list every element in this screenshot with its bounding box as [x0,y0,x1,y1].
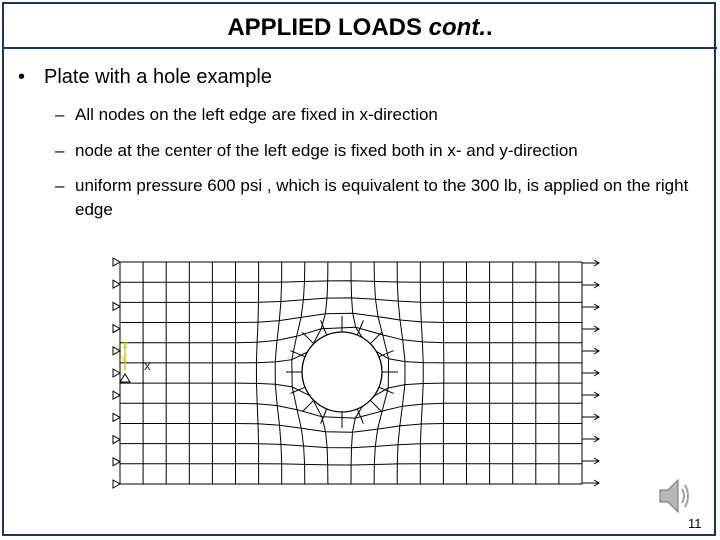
pin-constraint-icon [120,374,130,382]
y-axis-label: Y [121,354,128,364]
load-arrow-icon [582,326,599,332]
sub-symbol: – [55,176,65,195]
speaker-icon[interactable] [658,476,692,516]
roller-constraint-icon [113,480,120,488]
roller-constraint-icon [113,458,120,466]
z-axis-label: Z [123,341,128,350]
sub-bullet-text: uniform pressure 600 psi , which is equivalent to the 300 lb, is applied on the right edge [75,176,689,219]
load-arrow-icon [582,392,599,398]
axis-triad [120,341,151,382]
mesh-line [397,262,405,484]
slide-title [3,3,717,49]
fea-mesh-diagram [110,252,610,502]
sub-bullet-1 [55,103,705,127]
page-number: 11 [688,516,702,531]
hole-mesh-line [370,332,381,343]
bullet-item [18,64,272,90]
mesh-line [420,262,423,484]
load-arrow-icon [582,282,599,288]
sub-symbol: – [55,141,65,160]
sub-bullet-3 [55,174,705,222]
roller-constraint-icon [113,280,120,288]
load-arrow-icon [582,260,599,266]
left-constraints [113,258,120,488]
hole-mesh-line [302,332,313,343]
hole-mesh-line [370,400,381,411]
roller-constraint-icon [113,391,120,399]
sub-bullet-2 [55,139,705,163]
sub-symbol: – [55,105,65,124]
title-main: APPLIED LOADS [227,14,422,41]
roller-constraint-icon [113,258,120,266]
bullet-text: Plate with a hole example [44,66,272,88]
roller-constraint-icon [113,347,120,355]
sub-bullet-text: All nodes on the left edge are fixed in x-direction [75,105,438,124]
title-period: . [486,14,493,41]
title-italic: cont. [428,14,486,41]
load-arrow-icon [582,304,599,310]
load-arrow-icon [582,348,599,354]
roller-constraint-icon [113,302,120,310]
load-arrow-icon [582,458,599,464]
mesh-line [275,262,282,484]
load-arrow-icon [582,414,599,420]
roller-constraint-icon [113,413,120,421]
roller-constraint-icon [113,369,120,377]
bullet-symbol: • [18,66,26,88]
load-arrow-icon [582,436,599,442]
plate-hole [302,332,382,412]
sub-bullet-text: node at the center of the left edge is fixed both in x- and y-direction [75,141,578,160]
hole-mesh-line [302,400,313,411]
load-arrow-icon [582,480,599,486]
roller-constraint-icon [113,436,120,444]
roller-constraint-icon [113,325,120,333]
load-arrow-icon [582,370,599,376]
mesh-line [256,262,258,484]
right-load-arrows [582,260,599,486]
x-axis-label: X [144,362,151,373]
